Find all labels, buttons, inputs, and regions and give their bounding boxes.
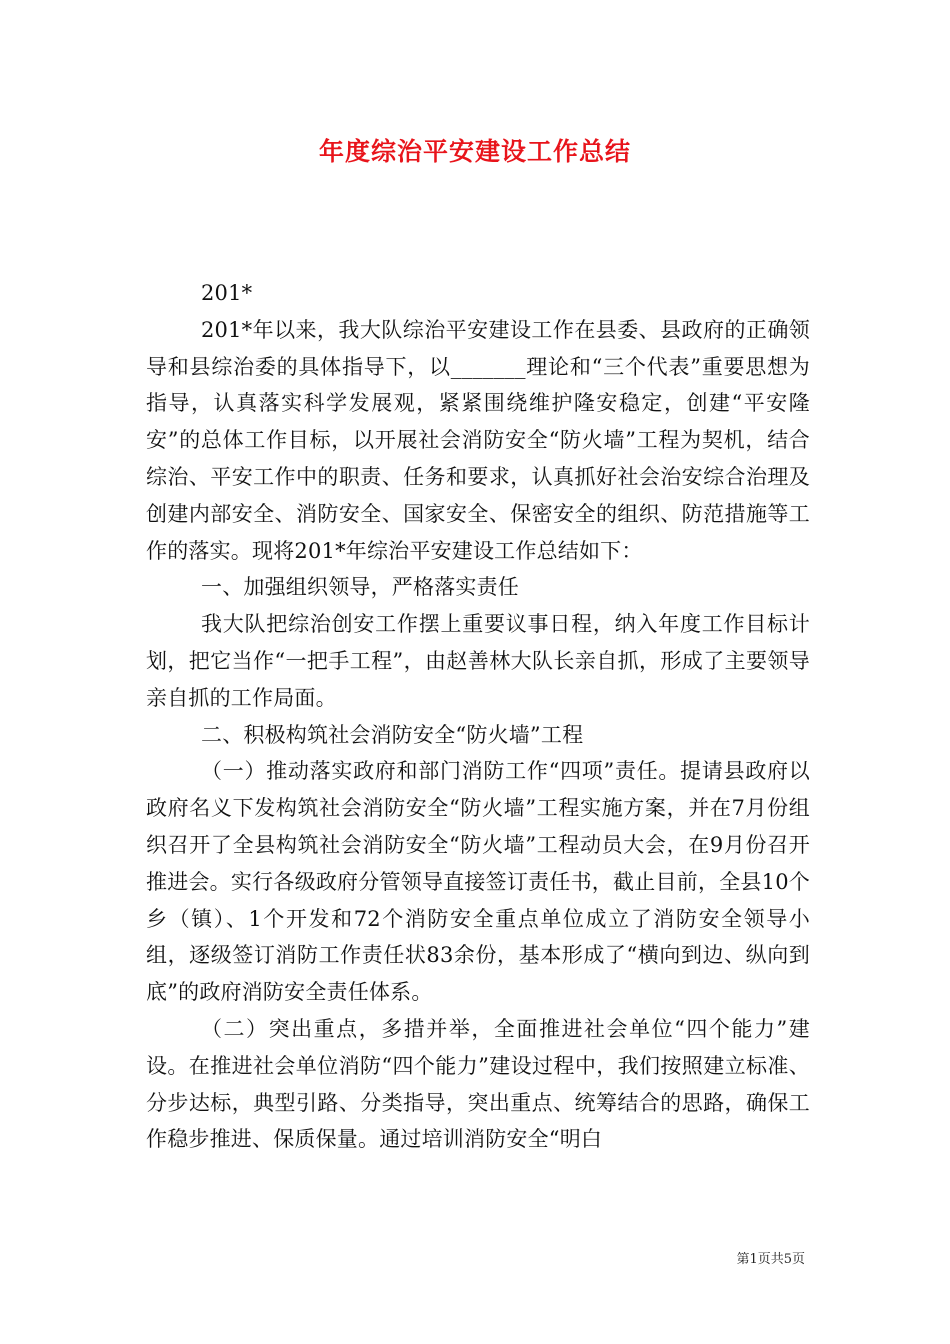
paragraph-subsection-1: （一）推动落实政府和部门消防工作“四项”责任。提请县政府以政府名义下发构筑社会消防安全“防火墙”工程实施方案，并在7月份组织召开了全县构筑社会消防安全“防火墙”工程动员大会，在9月份召开推进会。实行各级政府分管领导直接签订责任书，截止目前，全县10个乡（镇）、1个开发和72个消防安全重点单位成立了消防安全领导小组，逐级签订消防工作责任状83余份，基本形成了“横向到边、纵向到底”的政府消防安全责任体系。 [146, 759, 810, 1005]
section-heading-2: 二、积极构筑社会消防安全“防火墙”工程 [201, 722, 584, 747]
document-title: 年度综治平安建设工作总结 [318, 137, 631, 166]
paragraph-subsection-2: （二）突出重点，多措并举，全面推进社会单位“四个能力”建设。在推进社会单位消防“四个能力”建设过程中，我们按照建立标准、分步达标，典型引路、分类指导，突出重点、统筹结合的思路，确保工作稳步推进、保质保量。通过培训消防安全“明白 [146, 1016, 810, 1152]
page-number: 第1页共5页 [736, 1252, 805, 1267]
document-body [146, 275, 810, 1158]
paragraph-year: 201* [201, 281, 253, 305]
paragraph-intro: 201*年以来，我大队综治平安建设工作在县委、县政府的正确领导和县综治委的具体指导下，以_______理论和“三个代表”重要思想为指导，认真落实科学发展观，紧紧围绕维护隆安稳定，创建“平安隆安”的总体工作目标，以开展社会消防安全“防火墙”工程为契机，结合综治、平安工作中的职责、任务和要求，认真抓好社会治安综合治理及创建内部安全、消防安全、国家安全、保密安全的组织、防范措施等工作的落实。现将201*年综治平安建设工作总结如下： [146, 317, 810, 563]
paragraph-section-1: 我大队把综治创安工作摆上重要议事日程，纳入年度工作目标计划，把它当作“一把手工程”，由赵善林大队长亲自抓，形成了主要领导亲自抓的工作局面。 [146, 612, 810, 710]
section-heading-1: 一、加强组织领导，严格落实责任 [201, 575, 519, 600]
